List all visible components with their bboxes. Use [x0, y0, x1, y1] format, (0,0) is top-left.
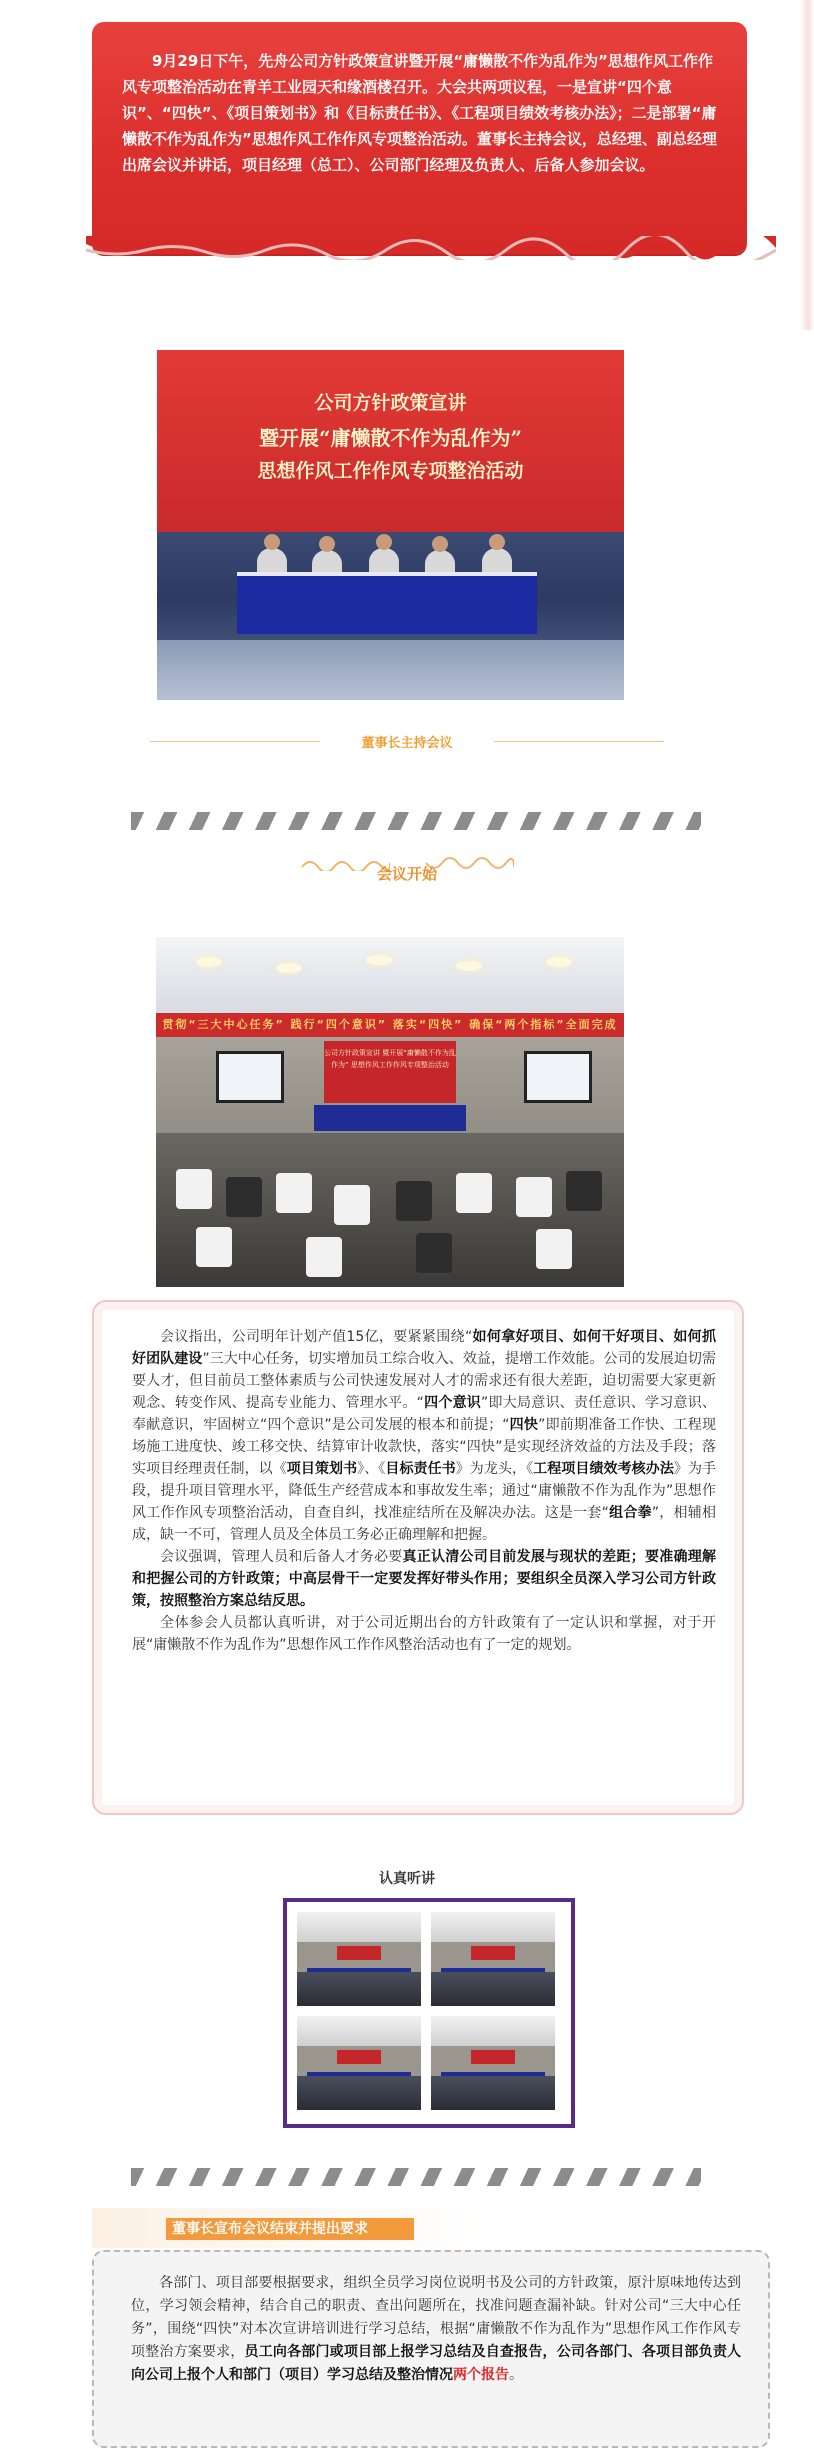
intro-box [92, 22, 747, 254]
stripe-divider [131, 812, 701, 830]
closing-requirements-box [92, 2250, 770, 2448]
stage-banner-text: 公司方针政策宣讲 暨开展“庸懒散不作为乱作为” 思想作风工作作风专项整治活动 [324, 1049, 456, 1069]
requirement-title: 董事长宣布会议结束并提出要求 [166, 2218, 414, 2240]
grid-photo [297, 1912, 421, 2006]
grid-photo [431, 2016, 555, 2110]
photo-caption: 董事长主持会议 [361, 736, 453, 751]
grid-photo [297, 2016, 421, 2110]
summary-paragraph-3: 全体参会人员都认真听讲，对于公司近期出台的方针政策有了一定认识和掌握，对于开展“庸懒散不作为乱作为”思想作风工作作风整治活动也有了一定的规划。 [132, 1615, 716, 1653]
grid-photo [431, 1912, 555, 2006]
torn-edge-decoration [86, 236, 776, 260]
banner-line-3: 思想作风工作作风专项整治活动 [257, 460, 524, 482]
banner-line-2: 暨开展“庸懒散不作为乱作为” [258, 426, 522, 450]
hall-red-band-text: 贯彻“三大中心任务” 践行“四个意识” 落实“四快” 确保“两个指标”全面完成 [162, 1018, 618, 1031]
photo-grid [283, 1898, 575, 2128]
closing-paragraph: 各部门、项目部要根据要求，组织全员学习岗位说明书及公司的方针政策，原汁原味地传达到位，学习领会精神，结合自己的职责、查出问题所在，找准问题查漏补缺。针对公司“三大中心任务”，围绕“四快”对本次宣讲培训进行学习总结，根据“庸懒散不作为乱作为”思想作风工作作风专项整治方案要求，员工向各部门或项目部上报学习总结及自查报告，公司各部门、各项目部负责人向公司上报个人和部门（项目）学习总结及整治情况两个报告。 [131, 2275, 742, 2383]
meeting-hall-photo [156, 937, 624, 1287]
meeting-summary-box [92, 1300, 744, 1815]
stripe-divider [131, 2168, 701, 2186]
section-title-listening: 认真听讲 [379, 1871, 435, 1887]
decorative-edge [800, 0, 814, 330]
meeting-stage-photo [157, 350, 624, 700]
banner-line-1: 公司方针政策宣讲 [314, 392, 467, 414]
section-title-meeting-start: 会议开始 [376, 865, 437, 883]
summary-paragraph-2: 会议强调，管理人员和后备人才务必要真正认清公司目前发展与现状的差距；要准确理解和把握公司的方针政策；中高层骨干一定要发挥好带头作用；要组织全员深入学习公司方针政策，按照整治方案总结反思。 [132, 1549, 717, 1609]
intro-text: 9月29日下午，先舟公司方针政策宣讲暨开展“庸懒散不作为乱作为”思想作风工作作风专项整治活动在青羊工业园天和缘酒楼召开。大会共两项议程，一是宣讲“四个意识”、“四快”、《项目策划书》和《目标责任书》、《工程项目绩效考核办法》；二是部署“庸懒散不作为乱作为”思想作风工作作风专项整治活动。董事长主持会议，总经理、副总经理出席会议并讲话，项目经理（总工）、公司部门经理及负责人、后备人参加会议。 [122, 52, 717, 174]
summary-paragraph-1: 会议指出，公司明年计划产值15亿，要紧紧围绕“如何拿好项目、如何干好项目、如何抓好团队建设”三大中心任务，切实增加员工综合收入、效益，提增工作效能。公司的发展迫切需要人才，但目前员工整体素质与公司快速发展对人才的需求还有很大差距，迫切需要大家更新观念、转变作风、提高专业能力、管理水平。“四个意识”即大局意识、责任意识、学习意识、奉献意识，牢固树立“四个意识”是公司发展的根本和前提；“四快”即前期准备工作快、工程现场施工进度快、竣工移交快、结算审计收款快，落实“四快”是实现经济效益的方法及手段；落实项目经理责任制，以《项目策划书》、《目标责任书》为龙头，《工程项目绩效考核办法》为手段，提升项目管理水平，降低生产经营成本和事故发生率；通过“庸懒散不作为乱作为”思想作风工作作风专项整治活动，自查自纠，找准症结所在及解决办法。这是一套“组合拳”，相辅相成，缺一不可，管理人员及全体员工务必正确理解和把握。 [132, 1329, 717, 1543]
